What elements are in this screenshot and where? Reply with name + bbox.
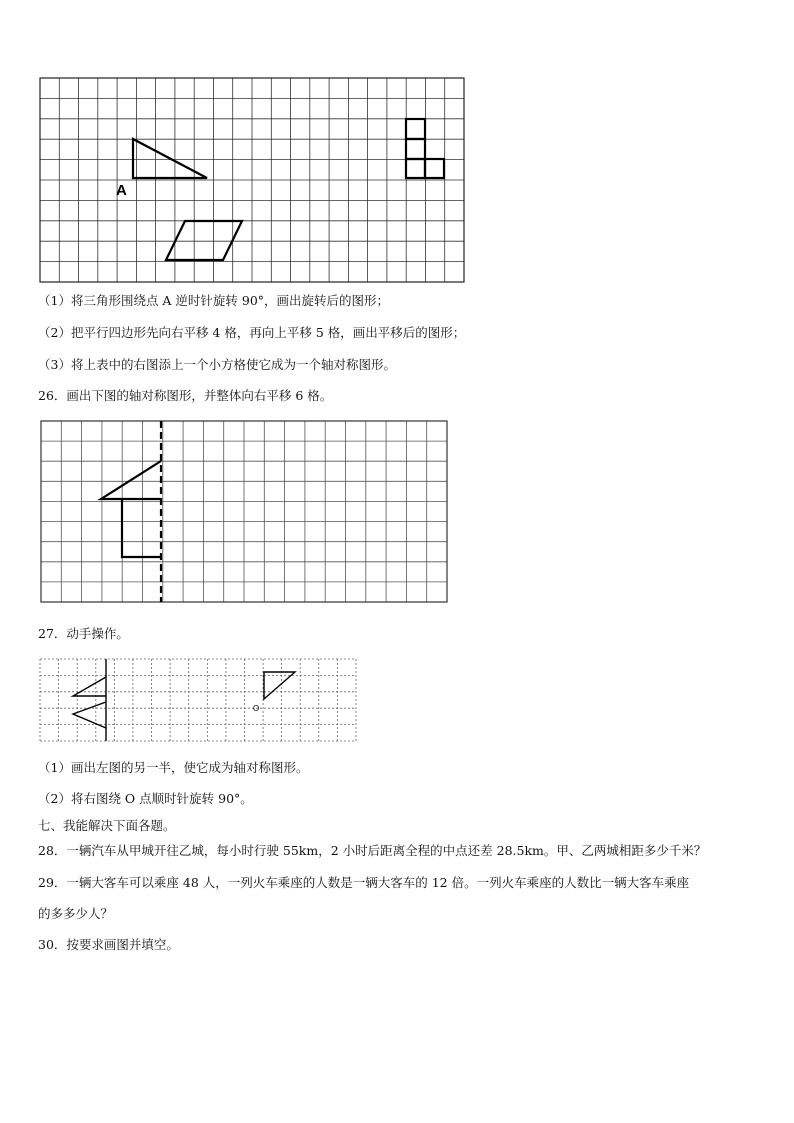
grid-lines [41,421,447,602]
q26-text: 26．画出下图的轴对称图形，并整体向右平移 6 格。 [38,388,333,403]
q25-sub3-text: （3）将上表中的右图添上一个小方格使它成为一个轴对称图形。 [38,357,396,372]
q25-sub1-text: （1）将三角形围绕点 A 逆时针旋转 90°，画出旋转后的图形； [38,293,390,308]
figure-grid-1 [36,74,468,286]
l-shape [406,119,444,178]
point-o-label: O [253,704,260,713]
grid-lines [40,659,356,741]
left-figure-bottom [73,702,106,728]
q28-text: 28．一辆汽车从甲城开往乙城，每小时行驶 55km，2 小时后距离全程的中点还差 28.5km。甲、乙两城相距多少千米？ [38,843,707,858]
parallelogram-shape [166,221,242,260]
q27-sub2-text: （2）将右图绕 O 点顺时针旋转 90°。 [38,791,253,806]
q29-line2: 的多多少人？ [38,906,114,921]
left-figure-top [73,677,106,696]
grid-lines [40,78,464,282]
q25-sub2-text: （2）把平行四边形先向右平移 4 格，再向上平移 5 格，画出平移后的图形； [38,325,466,340]
section7-title: 七、我能解决下面各题。 [38,818,176,833]
right-triangle [264,672,295,699]
triangle-shape [133,139,207,178]
q27-sub1-text: （1）画出左图的另一半，使它成为轴对称图形。 [38,760,309,775]
q27-text: 27．动手操作。 [38,626,129,641]
figure-grid-3 [38,657,360,743]
point-a-label: A [116,182,127,199]
stem-shape [122,499,161,557]
arrow-shape [101,461,161,499]
q29-line1: 29．一辆大客车可以乘座 48 人，一列火车乘座的人数是一辆大客车的 12 倍。一列火车乘座的人数比一辆大客车乘座 [38,875,690,890]
q30-text: 30．按要求画图并填空。 [38,937,179,952]
figure-grid-2 [38,418,450,606]
